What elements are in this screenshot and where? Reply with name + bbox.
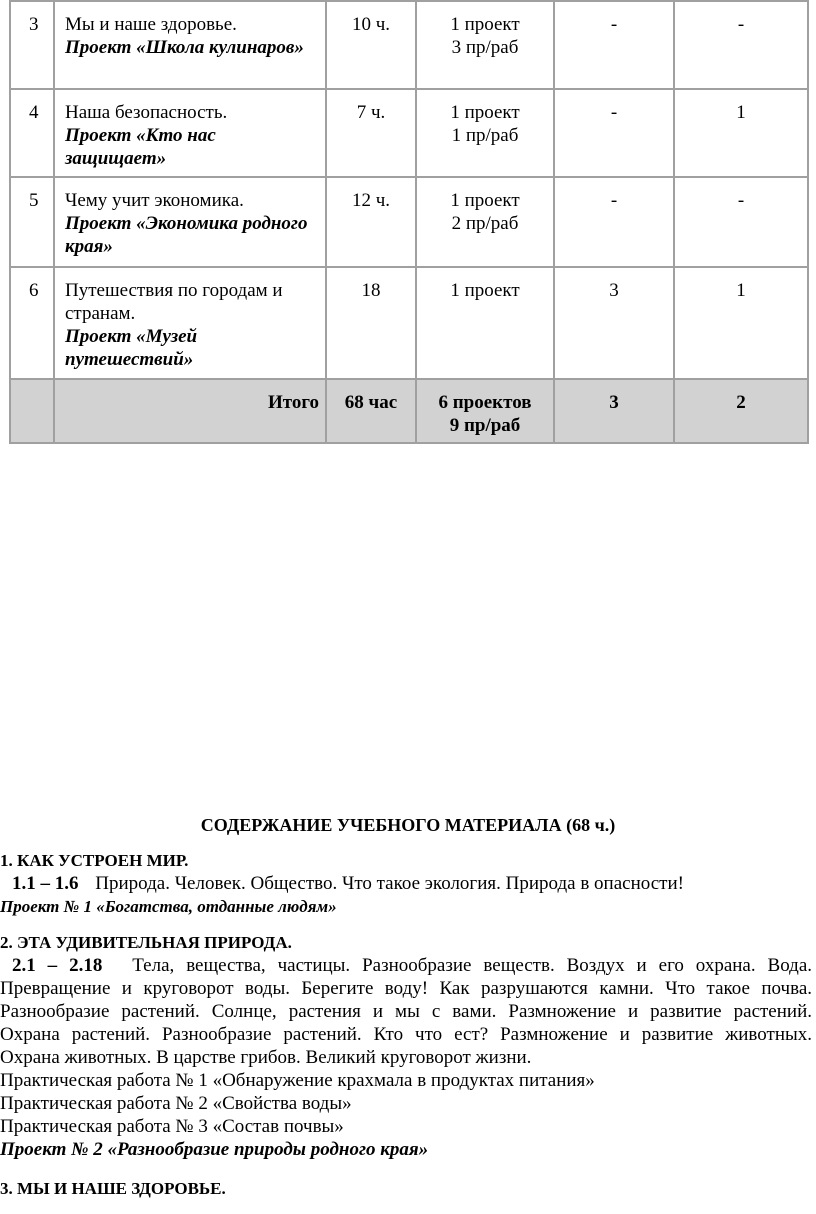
total-column6: 2 — [674, 379, 808, 443]
hours-cell: 10 ч. — [326, 1, 416, 89]
section-2-title: 2. ЭТА УДИВИТЕЛЬНАЯ ПРИРОДА. — [0, 933, 292, 952]
topic-title: Наша безопасность. — [65, 102, 228, 123]
topic-cell — [54, 267, 326, 379]
projects-count: 1 проект — [450, 102, 520, 123]
section-1-project: Проект № 1 «Богатства, отданные людям» — [0, 897, 337, 916]
section-2-range: 2.1 – 2.18 — [12, 955, 103, 976]
section-2-project: Проект № 2 «Разнообразие природы родного края» — [0, 1139, 429, 1160]
total-row — [10, 379, 808, 443]
table-row — [10, 89, 808, 177]
projects-count: 1 проект — [450, 190, 520, 211]
projects-cell — [416, 267, 554, 379]
section-1-title: 1. КАК УСТРОЕН МИР. — [0, 851, 189, 870]
table-row — [10, 177, 808, 267]
hours-cell: 18 — [326, 267, 416, 379]
study-plan-table — [9, 0, 809, 444]
practical-work-3: Практическая работа № 3 «Состав почвы» — [0, 1116, 344, 1137]
practical-works-count: 3 пр/раб — [451, 37, 519, 58]
projects-cell — [416, 89, 554, 177]
total-practical-works: 9 пр/раб — [449, 415, 521, 436]
section-2-line-1 — [0, 954, 812, 977]
row-number: 6 — [10, 267, 54, 379]
topic-cell — [54, 177, 326, 267]
column6-cell: 1 — [674, 267, 808, 379]
section-1-range: 1.1 – 1.6 — [12, 873, 79, 894]
projects-count: 1 проект — [450, 280, 520, 301]
column5-cell: - — [554, 1, 674, 89]
projects-count: 1 проект — [450, 14, 520, 35]
section-2-text-1: Тела, вещества, частицы. Разнообразие веществ. Воздух и его охрана. Вода. — [132, 955, 813, 976]
total-projects-count: 6 проектов — [438, 392, 532, 413]
section-2-line-4: Охрана растений. Разнообразие растений. Кто что ест? Размножение и развитие животных. — [0, 1024, 812, 1045]
practical-works-count: 2 пр/раб — [451, 213, 519, 234]
section-2-line-3: Разнообразие растений. Солнце, растения и мы с вами. Размножение и развитие растений. — [0, 1001, 812, 1022]
topic-title: Мы и наше здоровье. — [65, 14, 237, 35]
project-title: Проект «Музей путешествий» — [65, 326, 198, 370]
row-number: 5 — [10, 177, 54, 267]
empty-cell — [10, 379, 54, 443]
projects-cell — [416, 177, 554, 267]
section-2-line-2: Превращение и круговорот воды. Берегите воду! Как разрушаются камни. Что такое почва. — [0, 978, 812, 999]
practical-work-2: Практическая работа № 2 «Свойства воды» — [0, 1093, 352, 1114]
total-hours: 68 час — [326, 379, 416, 443]
total-label: Итого — [54, 379, 326, 443]
column6-cell: - — [674, 177, 808, 267]
column5-cell: - — [554, 89, 674, 177]
section-2-line-5: Охрана животных. В царстве грибов. Великий круговорот жизни. — [0, 1047, 532, 1068]
total-projects — [416, 379, 554, 443]
content-heading: СОДЕРЖАНИЕ УЧЕБНОГО МАТЕРИАЛА (68 ч.) — [200, 815, 616, 835]
section-1-text: Природа. Человек. Общество. Что такое экология. Природа в опасности! — [95, 873, 684, 894]
column5-cell: - — [554, 177, 674, 267]
table-row — [10, 267, 808, 379]
project-title: Проект «Кто нас защищает» — [65, 125, 216, 169]
topic-title: Чему учит экономика. — [65, 190, 244, 211]
topic-title: Путешествия по городам и странам. — [65, 280, 283, 324]
hours-cell: 7 ч. — [326, 89, 416, 177]
column6-cell: - — [674, 1, 808, 89]
project-title: Проект «Экономика родного края» — [65, 213, 308, 257]
section-3-title: 3. МЫ И НАШЕ ЗДОРОВЬЕ. — [0, 1179, 226, 1198]
section-1-line — [0, 872, 816, 895]
column6-cell: 1 — [674, 89, 808, 177]
hours-cell: 12 ч. — [326, 177, 416, 267]
table-row — [10, 1, 808, 89]
row-number: 3 — [10, 1, 54, 89]
content-section — [0, 814, 816, 1200]
column5-cell: 3 — [554, 267, 674, 379]
topic-cell — [54, 1, 326, 89]
project-title: Проект «Школа кулинаров» — [65, 37, 304, 58]
total-column5: 3 — [554, 379, 674, 443]
topic-cell — [54, 89, 326, 177]
practical-works-count: 1 пр/раб — [451, 125, 519, 146]
projects-cell — [416, 1, 554, 89]
practical-work-1: Практическая работа № 1 «Обнаружение крахмала в продуктах питания» — [0, 1070, 595, 1091]
row-number: 4 — [10, 89, 54, 177]
